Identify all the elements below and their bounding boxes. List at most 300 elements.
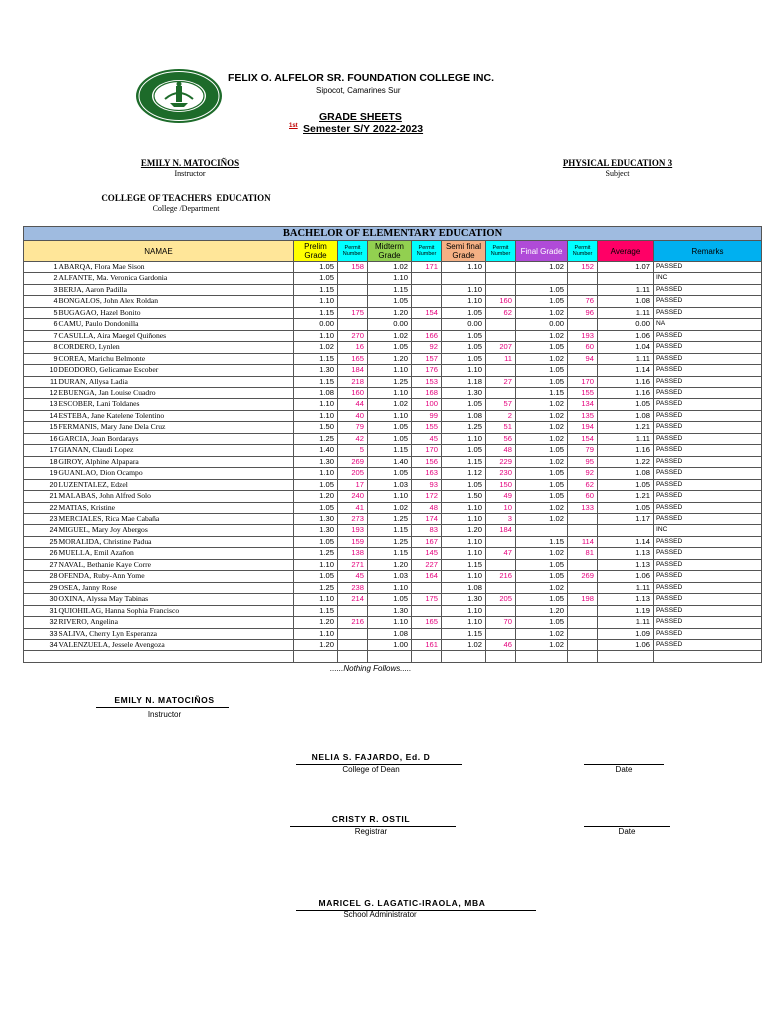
row-number: 22 [24, 502, 58, 513]
student-name: BERJA, Aaron Padilla [58, 284, 294, 295]
prelim-grade: 1.10 [294, 296, 338, 307]
final-permit [568, 273, 598, 284]
prelim-grade: 0.00 [294, 319, 338, 330]
final-permit: 133 [568, 502, 598, 513]
average-grade: 1.08 [598, 468, 654, 479]
average-grade: 1.11 [598, 617, 654, 628]
prelim-permit: 184 [338, 365, 368, 376]
midterm-permit: 166 [412, 330, 442, 341]
remarks: PASSED [654, 422, 762, 433]
prelim-permit: 269 [338, 456, 368, 467]
midterm-permit: 161 [412, 639, 442, 650]
final-permit: 170 [568, 376, 598, 387]
student-name: OXINA, Alyssa May Tabinas [58, 594, 294, 605]
semi-final-permit: 3 [486, 513, 516, 524]
midterm-permit [412, 273, 442, 284]
final-permit [568, 365, 598, 376]
prelim-grade: 1.05 [294, 262, 338, 273]
signatory-dean-role: College of Dean [342, 765, 400, 774]
table-row [24, 422, 762, 433]
midterm-grade: 1.10 [368, 273, 412, 284]
final-permit: 269 [568, 571, 598, 582]
prelim-permit [338, 296, 368, 307]
college-name: COLLEGE OF TEACHERS EDUCATION [101, 193, 271, 203]
average-grade: 1.04 [598, 342, 654, 353]
semi-final-grade: 1.10 [442, 513, 486, 524]
semi-final-permit [486, 273, 516, 284]
prelim-permit: 214 [338, 594, 368, 605]
row-number: 17 [24, 445, 58, 456]
midterm-permit: 156 [412, 456, 442, 467]
prelim-permit: 158 [338, 262, 368, 273]
table-row [24, 319, 762, 330]
remarks: PASSED [654, 479, 762, 490]
prelim-grade: 1.10 [294, 410, 338, 421]
semi-final-permit: 47 [486, 548, 516, 559]
student-name: NAVAL, Bethanie Kaye Corre [58, 559, 294, 570]
average-grade: 1.05 [598, 502, 654, 513]
semi-final-permit [486, 628, 516, 639]
row-number: 33 [24, 628, 58, 639]
final-permit: 194 [568, 422, 598, 433]
header-average: Average [598, 241, 654, 262]
final-grade: 1.05 [516, 559, 568, 570]
student-name: MERCIALES, Rica Mae Cabaña [58, 513, 294, 524]
prelim-grade: 1.10 [294, 330, 338, 341]
row-number: 5 [24, 307, 58, 318]
prelim-grade: 1.30 [294, 525, 338, 536]
table-row [24, 410, 762, 421]
midterm-grade: 1.20 [368, 307, 412, 318]
empty-cell [486, 651, 516, 662]
final-grade: 0.00 [516, 319, 568, 330]
empty-cell [516, 651, 568, 662]
prelim-permit: 238 [338, 582, 368, 593]
final-grade: 1.05 [516, 365, 568, 376]
row-number: 3 [24, 284, 58, 295]
row-number: 18 [24, 456, 58, 467]
average-grade: 1.19 [598, 605, 654, 616]
prelim-permit: 40 [338, 410, 368, 421]
prelim-permit [338, 628, 368, 639]
student-name: OFENDA, Ruby-Ann Yome [58, 571, 294, 582]
row-number: 6 [24, 319, 58, 330]
final-grade: 1.05 [516, 342, 568, 353]
row-number: 9 [24, 353, 58, 364]
final-grade: 1.05 [516, 445, 568, 456]
header-midterm: Midterm Grade [368, 241, 412, 262]
signature-line [96, 707, 229, 708]
average-grade: 1.14 [598, 536, 654, 547]
row-number: 32 [24, 617, 58, 628]
empty-cell [58, 651, 294, 662]
table-row-empty [24, 651, 762, 662]
average-grade: 1.22 [598, 456, 654, 467]
prelim-grade: 1.05 [294, 536, 338, 547]
empty-cell [338, 651, 368, 662]
midterm-permit: 172 [412, 491, 442, 502]
semi-final-grade: 1.18 [442, 376, 486, 387]
header-name: NAMAE [24, 241, 294, 262]
final-grade: 1.02 [516, 513, 568, 524]
remarks: PASSED [654, 502, 762, 513]
registrar-date-label: Date [618, 827, 636, 836]
signatory-instructor [92, 695, 237, 705]
table-row [24, 491, 762, 502]
semester-label: Semester S/Y 2022-2023 [303, 123, 424, 135]
midterm-grade: 1.10 [368, 582, 412, 593]
prelim-grade: 1.05 [294, 479, 338, 490]
semi-final-permit: 51 [486, 422, 516, 433]
table-row [24, 353, 762, 364]
midterm-grade: 1.15 [368, 548, 412, 559]
final-permit: 134 [568, 399, 598, 410]
midterm-permit: 170 [412, 445, 442, 456]
student-name: MORALIDA, Christine Padua [58, 536, 294, 547]
final-permit [568, 284, 598, 295]
table-row [24, 594, 762, 605]
student-name: SALIVA, Cherry Lyn Esperanza [58, 628, 294, 639]
semi-final-grade: 1.10 [442, 262, 486, 273]
semi-final-permit [486, 605, 516, 616]
prelim-permit [338, 639, 368, 650]
prelim-grade: 1.30 [294, 456, 338, 467]
prelim-grade: 1.15 [294, 284, 338, 295]
row-number: 29 [24, 582, 58, 593]
average-grade: 1.11 [598, 433, 654, 444]
final-permit [568, 617, 598, 628]
final-grade: 1.02 [516, 307, 568, 318]
remarks: PASSED [654, 571, 762, 582]
signatory-admin-name: MARICEL G. LAGATIC-IRAOLA, MBA [318, 898, 486, 908]
average-grade: 1.06 [598, 330, 654, 341]
semi-final-permit: 56 [486, 433, 516, 444]
remarks: PASSED [654, 617, 762, 628]
table-row [24, 387, 762, 398]
prelim-grade: 1.30 [294, 365, 338, 376]
prelim-permit: 216 [338, 617, 368, 628]
final-grade: 1.02 [516, 422, 568, 433]
remarks: PASSED [654, 628, 762, 639]
prelim-grade: 1.10 [294, 468, 338, 479]
remarks: PASSED [654, 491, 762, 502]
student-name: EBUENGA, Jan Louise Cuadro [58, 387, 294, 398]
semi-final-grade: 1.50 [442, 491, 486, 502]
semi-final-grade: 1.08 [442, 582, 486, 593]
prelim-permit: 270 [338, 330, 368, 341]
final-permit: 94 [568, 353, 598, 364]
semi-final-permit: 184 [486, 525, 516, 536]
remarks: PASSED [654, 445, 762, 456]
midterm-permit [412, 582, 442, 593]
midterm-grade: 0.00 [368, 319, 412, 330]
semi-final-permit [486, 330, 516, 341]
nothing-follows-note: ......Nothing Follows..... [330, 664, 412, 673]
instructor-name: EMILY N. MATOCIÑOS [140, 158, 240, 168]
semi-final-grade: 1.02 [442, 639, 486, 650]
semi-final-grade: 1.05 [442, 330, 486, 341]
final-grade: 1.02 [516, 502, 568, 513]
remarks: PASSED [654, 559, 762, 570]
semi-final-permit: 216 [486, 571, 516, 582]
student-name: VALENZUELA, Jessele Avengoza [58, 639, 294, 650]
row-number: 34 [24, 639, 58, 650]
row-number: 8 [24, 342, 58, 353]
semi-final-permit: 62 [486, 307, 516, 318]
remarks: PASSED [654, 513, 762, 524]
final-permit [568, 639, 598, 650]
header-permit: Permit Number [568, 241, 598, 262]
midterm-permit: 92 [412, 342, 442, 353]
midterm-grade: 1.30 [368, 605, 412, 616]
prelim-permit: 159 [338, 536, 368, 547]
prelim-permit: 273 [338, 513, 368, 524]
semi-final-grade: 1.10 [442, 284, 486, 295]
prelim-grade: 1.15 [294, 605, 338, 616]
midterm-permit [412, 628, 442, 639]
midterm-grade: 1.05 [368, 342, 412, 353]
average-grade: 1.21 [598, 422, 654, 433]
midterm-grade: 1.25 [368, 536, 412, 547]
midterm-permit [412, 605, 442, 616]
remarks: PASSED [654, 376, 762, 387]
table-row [24, 639, 762, 650]
midterm-grade: 1.20 [368, 559, 412, 570]
final-grade: 1.05 [516, 376, 568, 387]
remarks: PASSED [654, 433, 762, 444]
row-number: 16 [24, 433, 58, 444]
student-name: MIGUEL, Mary Joy Abergos [58, 525, 294, 536]
row-number: 20 [24, 479, 58, 490]
final-grade: 1.02 [516, 262, 568, 273]
table-row [24, 262, 762, 273]
student-name: MALABAS, John Alfred Solo [58, 491, 294, 502]
table-row [24, 525, 762, 536]
student-name: ABARQA, Flora Mae Sison [58, 262, 294, 273]
row-number: 25 [24, 536, 58, 547]
table-row [24, 399, 762, 410]
prelim-grade: 1.40 [294, 445, 338, 456]
prelim-permit: 193 [338, 525, 368, 536]
college-seal-logo [134, 67, 224, 125]
final-grade: 1.15 [516, 536, 568, 547]
header-semi-final: Semi final Grade [442, 241, 486, 262]
grade-rows [24, 262, 762, 663]
student-name: GUANLAO, Dion Ocampo [58, 468, 294, 479]
remarks: PASSED [654, 365, 762, 376]
final-grade: 1.02 [516, 399, 568, 410]
table-row [24, 376, 762, 387]
remarks: PASSED [654, 548, 762, 559]
final-permit [568, 628, 598, 639]
student-name: ESCOBER, Lani Toldanes [58, 399, 294, 410]
empty-cell [368, 651, 412, 662]
midterm-grade: 1.10 [368, 491, 412, 502]
header-prelim: Prelim Grade [294, 241, 338, 262]
prelim-permit: 17 [338, 479, 368, 490]
remarks: PASSED [654, 284, 762, 295]
remarks: PASSED [654, 605, 762, 616]
header-permit: Permit Number [486, 241, 516, 262]
final-permit: 152 [568, 262, 598, 273]
prelim-permit: 205 [338, 468, 368, 479]
semi-final-permit [486, 284, 516, 295]
semi-final-permit [486, 365, 516, 376]
average-grade: 1.13 [598, 559, 654, 570]
final-permit: 62 [568, 479, 598, 490]
final-permit [568, 559, 598, 570]
midterm-permit: 227 [412, 559, 442, 570]
semi-final-grade: 1.05 [442, 353, 486, 364]
student-name: ALFANTE, Ma. Veronica Gardonia [58, 273, 294, 284]
prelim-grade: 1.02 [294, 342, 338, 353]
prelim-grade: 1.10 [294, 628, 338, 639]
midterm-grade: 1.05 [368, 422, 412, 433]
midterm-grade: 1.25 [368, 376, 412, 387]
semi-final-grade: 1.10 [442, 536, 486, 547]
student-name: CAMU, Paulo Dondonilla [58, 319, 294, 330]
row-number: 23 [24, 513, 58, 524]
final-permit [568, 605, 598, 616]
semi-final-permit [486, 582, 516, 593]
student-name: MATIAS, Kristine [58, 502, 294, 513]
midterm-grade: 1.10 [368, 387, 412, 398]
midterm-permit: 93 [412, 479, 442, 490]
average-grade: 1.16 [598, 445, 654, 456]
semi-final-permit: 11 [486, 353, 516, 364]
college-label: College /Department [152, 204, 220, 213]
average-grade: 0.00 [598, 319, 654, 330]
midterm-grade: 1.03 [368, 571, 412, 582]
row-number: 31 [24, 605, 58, 616]
remarks: PASSED [654, 456, 762, 467]
midterm-grade: 1.02 [368, 399, 412, 410]
semi-final-grade: 1.08 [442, 410, 486, 421]
signatory-instructor-name: EMILY N. MATOCIÑOS [114, 695, 215, 705]
semi-final-permit: 150 [486, 479, 516, 490]
final-permit: 79 [568, 445, 598, 456]
student-name: ESTEBA, Jane Katelene Tolentino [58, 410, 294, 421]
prelim-permit: 16 [338, 342, 368, 353]
table-header-row [24, 241, 762, 262]
semi-final-permit: 27 [486, 376, 516, 387]
midterm-permit [412, 284, 442, 295]
midterm-grade: 1.05 [368, 433, 412, 444]
table-row [24, 296, 762, 307]
final-grade: 1.05 [516, 479, 568, 490]
midterm-grade: 1.02 [368, 502, 412, 513]
final-grade: 1.02 [516, 548, 568, 559]
midterm-permit: 176 [412, 365, 442, 376]
table-row [24, 307, 762, 318]
final-grade: 1.05 [516, 296, 568, 307]
semi-final-grade: 1.05 [442, 307, 486, 318]
row-number: 24 [24, 525, 58, 536]
prelim-permit: 44 [338, 399, 368, 410]
student-name: DURAN, Allysa Ladia [58, 376, 294, 387]
semi-final-permit [486, 559, 516, 570]
semi-final-permit: 229 [486, 456, 516, 467]
prelim-grade: 1.15 [294, 307, 338, 318]
midterm-permit: 153 [412, 376, 442, 387]
prelim-grade: 1.30 [294, 513, 338, 524]
semi-final-permit: 46 [486, 639, 516, 650]
semi-final-permit [486, 536, 516, 547]
row-number: 15 [24, 422, 58, 433]
prelim-grade: 1.20 [294, 639, 338, 650]
prelim-grade: 1.15 [294, 353, 338, 364]
final-grade: 1.05 [516, 468, 568, 479]
student-name: QUIOHILAG, Hanna Sophia Francisco [58, 605, 294, 616]
average-grade [598, 525, 654, 536]
table-row [24, 582, 762, 593]
prelim-grade: 1.10 [294, 594, 338, 605]
table-row [24, 284, 762, 295]
average-grade: 1.21 [598, 491, 654, 502]
prelim-grade: 1.05 [294, 571, 338, 582]
average-grade [598, 273, 654, 284]
midterm-permit: 145 [412, 548, 442, 559]
student-name: COREA, Marichu Belmonte [58, 353, 294, 364]
prelim-permit: 271 [338, 559, 368, 570]
midterm-permit: 157 [412, 353, 442, 364]
table-row [24, 617, 762, 628]
prelim-grade: 1.05 [294, 502, 338, 513]
final-grade [516, 273, 568, 284]
remarks: PASSED [654, 399, 762, 410]
final-grade: 1.02 [516, 628, 568, 639]
prelim-grade: 1.25 [294, 548, 338, 559]
student-name: CASULLA, Aira Maegel Quiñones [58, 330, 294, 341]
remarks: PASSED [654, 639, 762, 650]
final-permit: 154 [568, 433, 598, 444]
prelim-permit [338, 605, 368, 616]
midterm-permit: 165 [412, 617, 442, 628]
midterm-permit: 175 [412, 594, 442, 605]
final-grade: 1.15 [516, 387, 568, 398]
table-row [24, 456, 762, 467]
final-permit: 95 [568, 456, 598, 467]
remarks: PASSED [654, 387, 762, 398]
remarks: PASSED [654, 296, 762, 307]
final-grade: 1.02 [516, 639, 568, 650]
prelim-permit: 160 [338, 387, 368, 398]
semi-final-grade: 1.05 [442, 342, 486, 353]
midterm-permit: 164 [412, 571, 442, 582]
row-number: 7 [24, 330, 58, 341]
prelim-grade: 1.25 [294, 433, 338, 444]
table-row [24, 628, 762, 639]
table-row [24, 273, 762, 284]
semi-final-grade: 1.10 [442, 365, 486, 376]
student-name: GIANAN, Claudi Lopez [58, 445, 294, 456]
semester-ordinal: 1st [289, 123, 298, 129]
header-permit: Permit Number [338, 241, 368, 262]
midterm-permit: 100 [412, 399, 442, 410]
student-name: DEODORO, Gelicamae Escober [58, 365, 294, 376]
midterm-permit: 174 [412, 513, 442, 524]
semi-final-grade: 1.25 [442, 422, 486, 433]
student-name: GARCIA, Joan Bordarays [58, 433, 294, 444]
row-number: 1 [24, 262, 58, 273]
midterm-grade: 1.05 [368, 296, 412, 307]
midterm-permit: 45 [412, 433, 442, 444]
signatory-dean-name: NELIA S. FAJARDO, Ed. D [311, 752, 431, 762]
table-row [24, 571, 762, 582]
final-permit: 81 [568, 548, 598, 559]
semi-final-grade: 1.10 [442, 296, 486, 307]
final-permit: 92 [568, 468, 598, 479]
